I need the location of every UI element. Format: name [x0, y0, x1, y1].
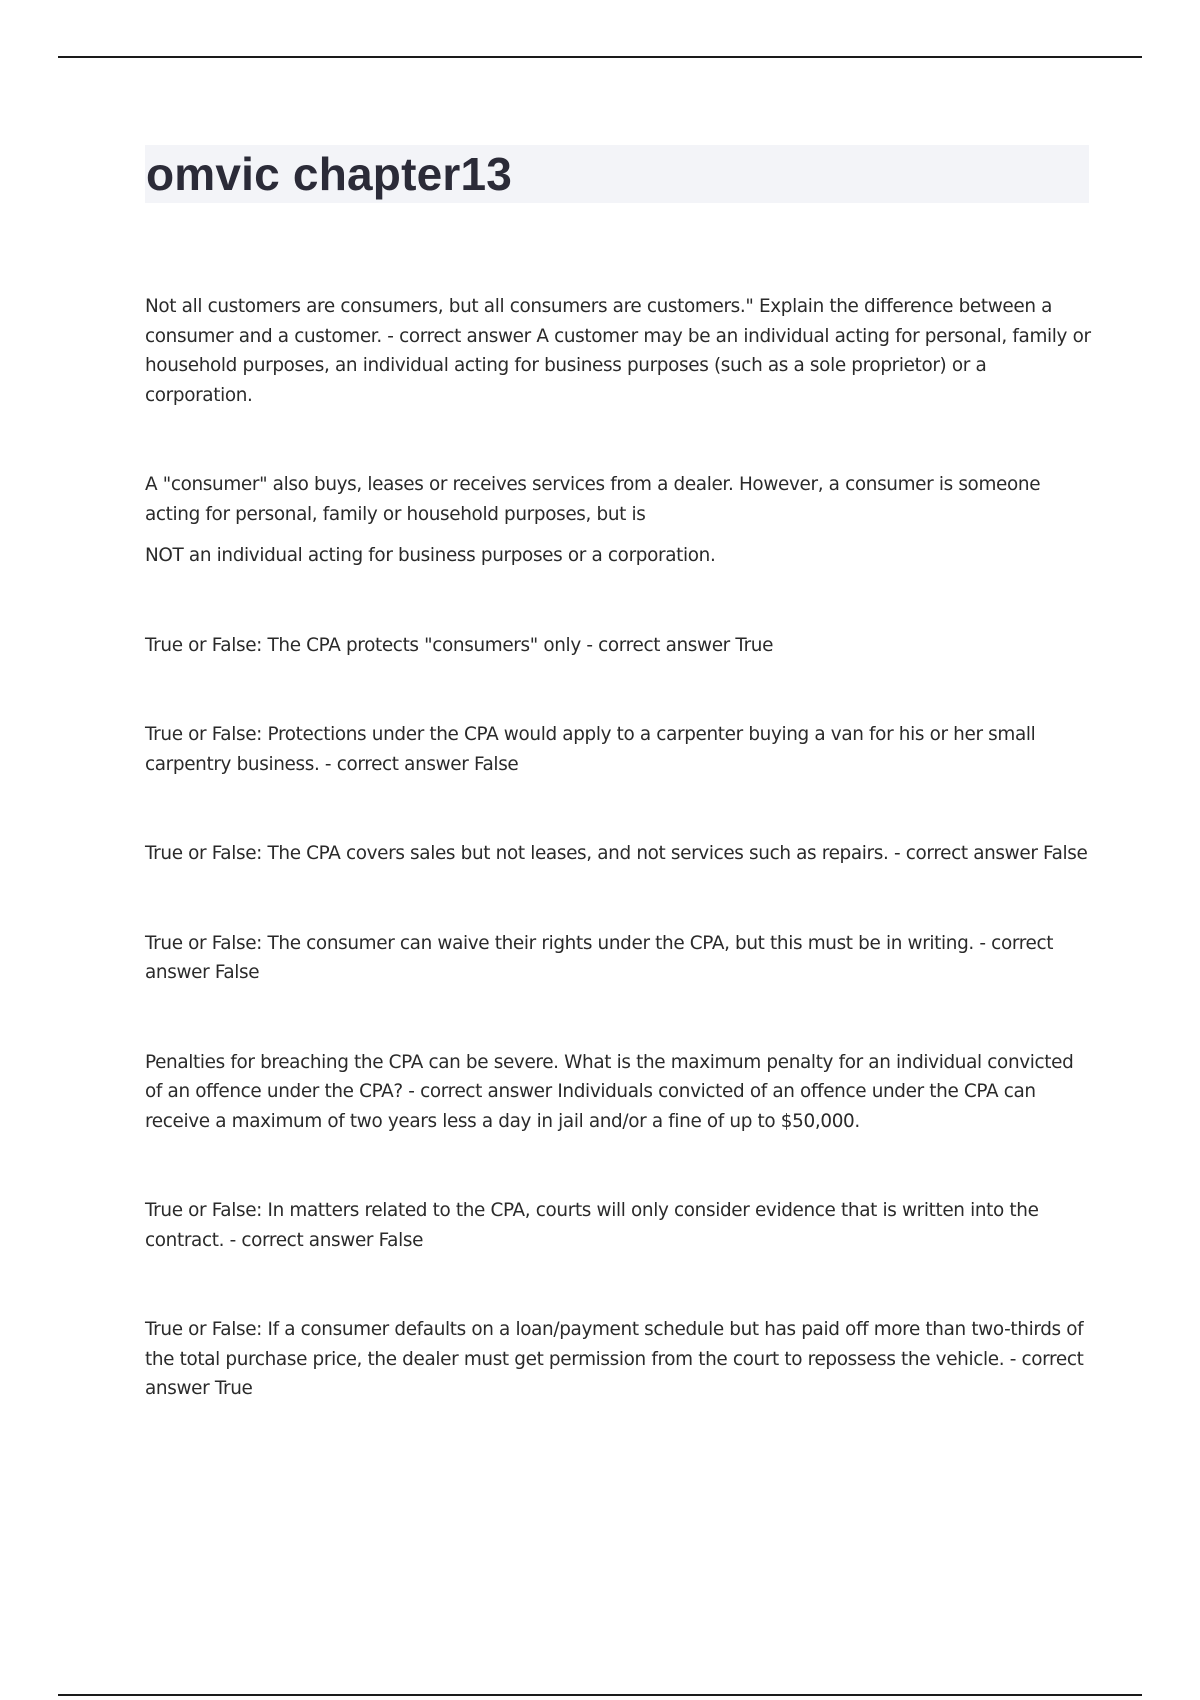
question-repossession: True or False: If a consumer defaults on a loan/payment schedule but has paid off more than two-thirds of the total purchase price, the dealer must get permission from the court to repossess the vehicle. - correct answer True: [145, 1319, 1084, 1399]
top-divider: [58, 56, 1142, 58]
question-sales-leases-services: True or False: The CPA covers sales but not leases, and not services such as repairs. - correct answer False: [145, 843, 1088, 864]
page-title: omvic chapter13: [146, 148, 513, 200]
paragraph-consumer-definition-continued: NOT an individual acting for business purposes or a corporation.: [145, 545, 716, 566]
question-cpa-protects-consumers: True or False: The CPA protects "consumers" only - correct answer True: [145, 634, 774, 656]
question-carpenter-van: True or False: Protections under the CPA would apply to a carpenter buying a van for his or her small carpentry business. - correct answer False: [145, 724, 1036, 775]
question-maximum-penalty: Penalties for breaching the CPA can be severe. What is the maximum penalty for an individual convicted of an offence under the CPA? - correct answer Individuals convicted of an offence under the CPA can receive a maximum of two years less a day in jail and/or a fine of up to $50,000.: [145, 1051, 1074, 1132]
paragraph-consumer-definition: A "consumer" also buys, leases or receives services from a dealer. However, a consumer is someone acting for personal, family or household purposes, but is: [145, 474, 1041, 525]
document-body: [145, 292, 1095, 1404]
question-waive-rights: True or False: The consumer can waive their rights under the CPA, but this must be in writing. - correct answer False: [145, 932, 1054, 983]
question-court-evidence: True or False: In matters related to the CPA, courts will only consider evidence that is written into the contract. - correct answer False: [145, 1200, 1039, 1251]
bottom-divider: [58, 1694, 1142, 1696]
paragraph-customer-vs-consumer: Not all customers are consumers, but all consumers are customers." Explain the difference between a consumer and a customer. - correct answer A customer may be an individual acting for personal, family or household purposes, an individual acting for business purposes (such as a sole proprietor) or a corporation.: [145, 296, 1091, 406]
